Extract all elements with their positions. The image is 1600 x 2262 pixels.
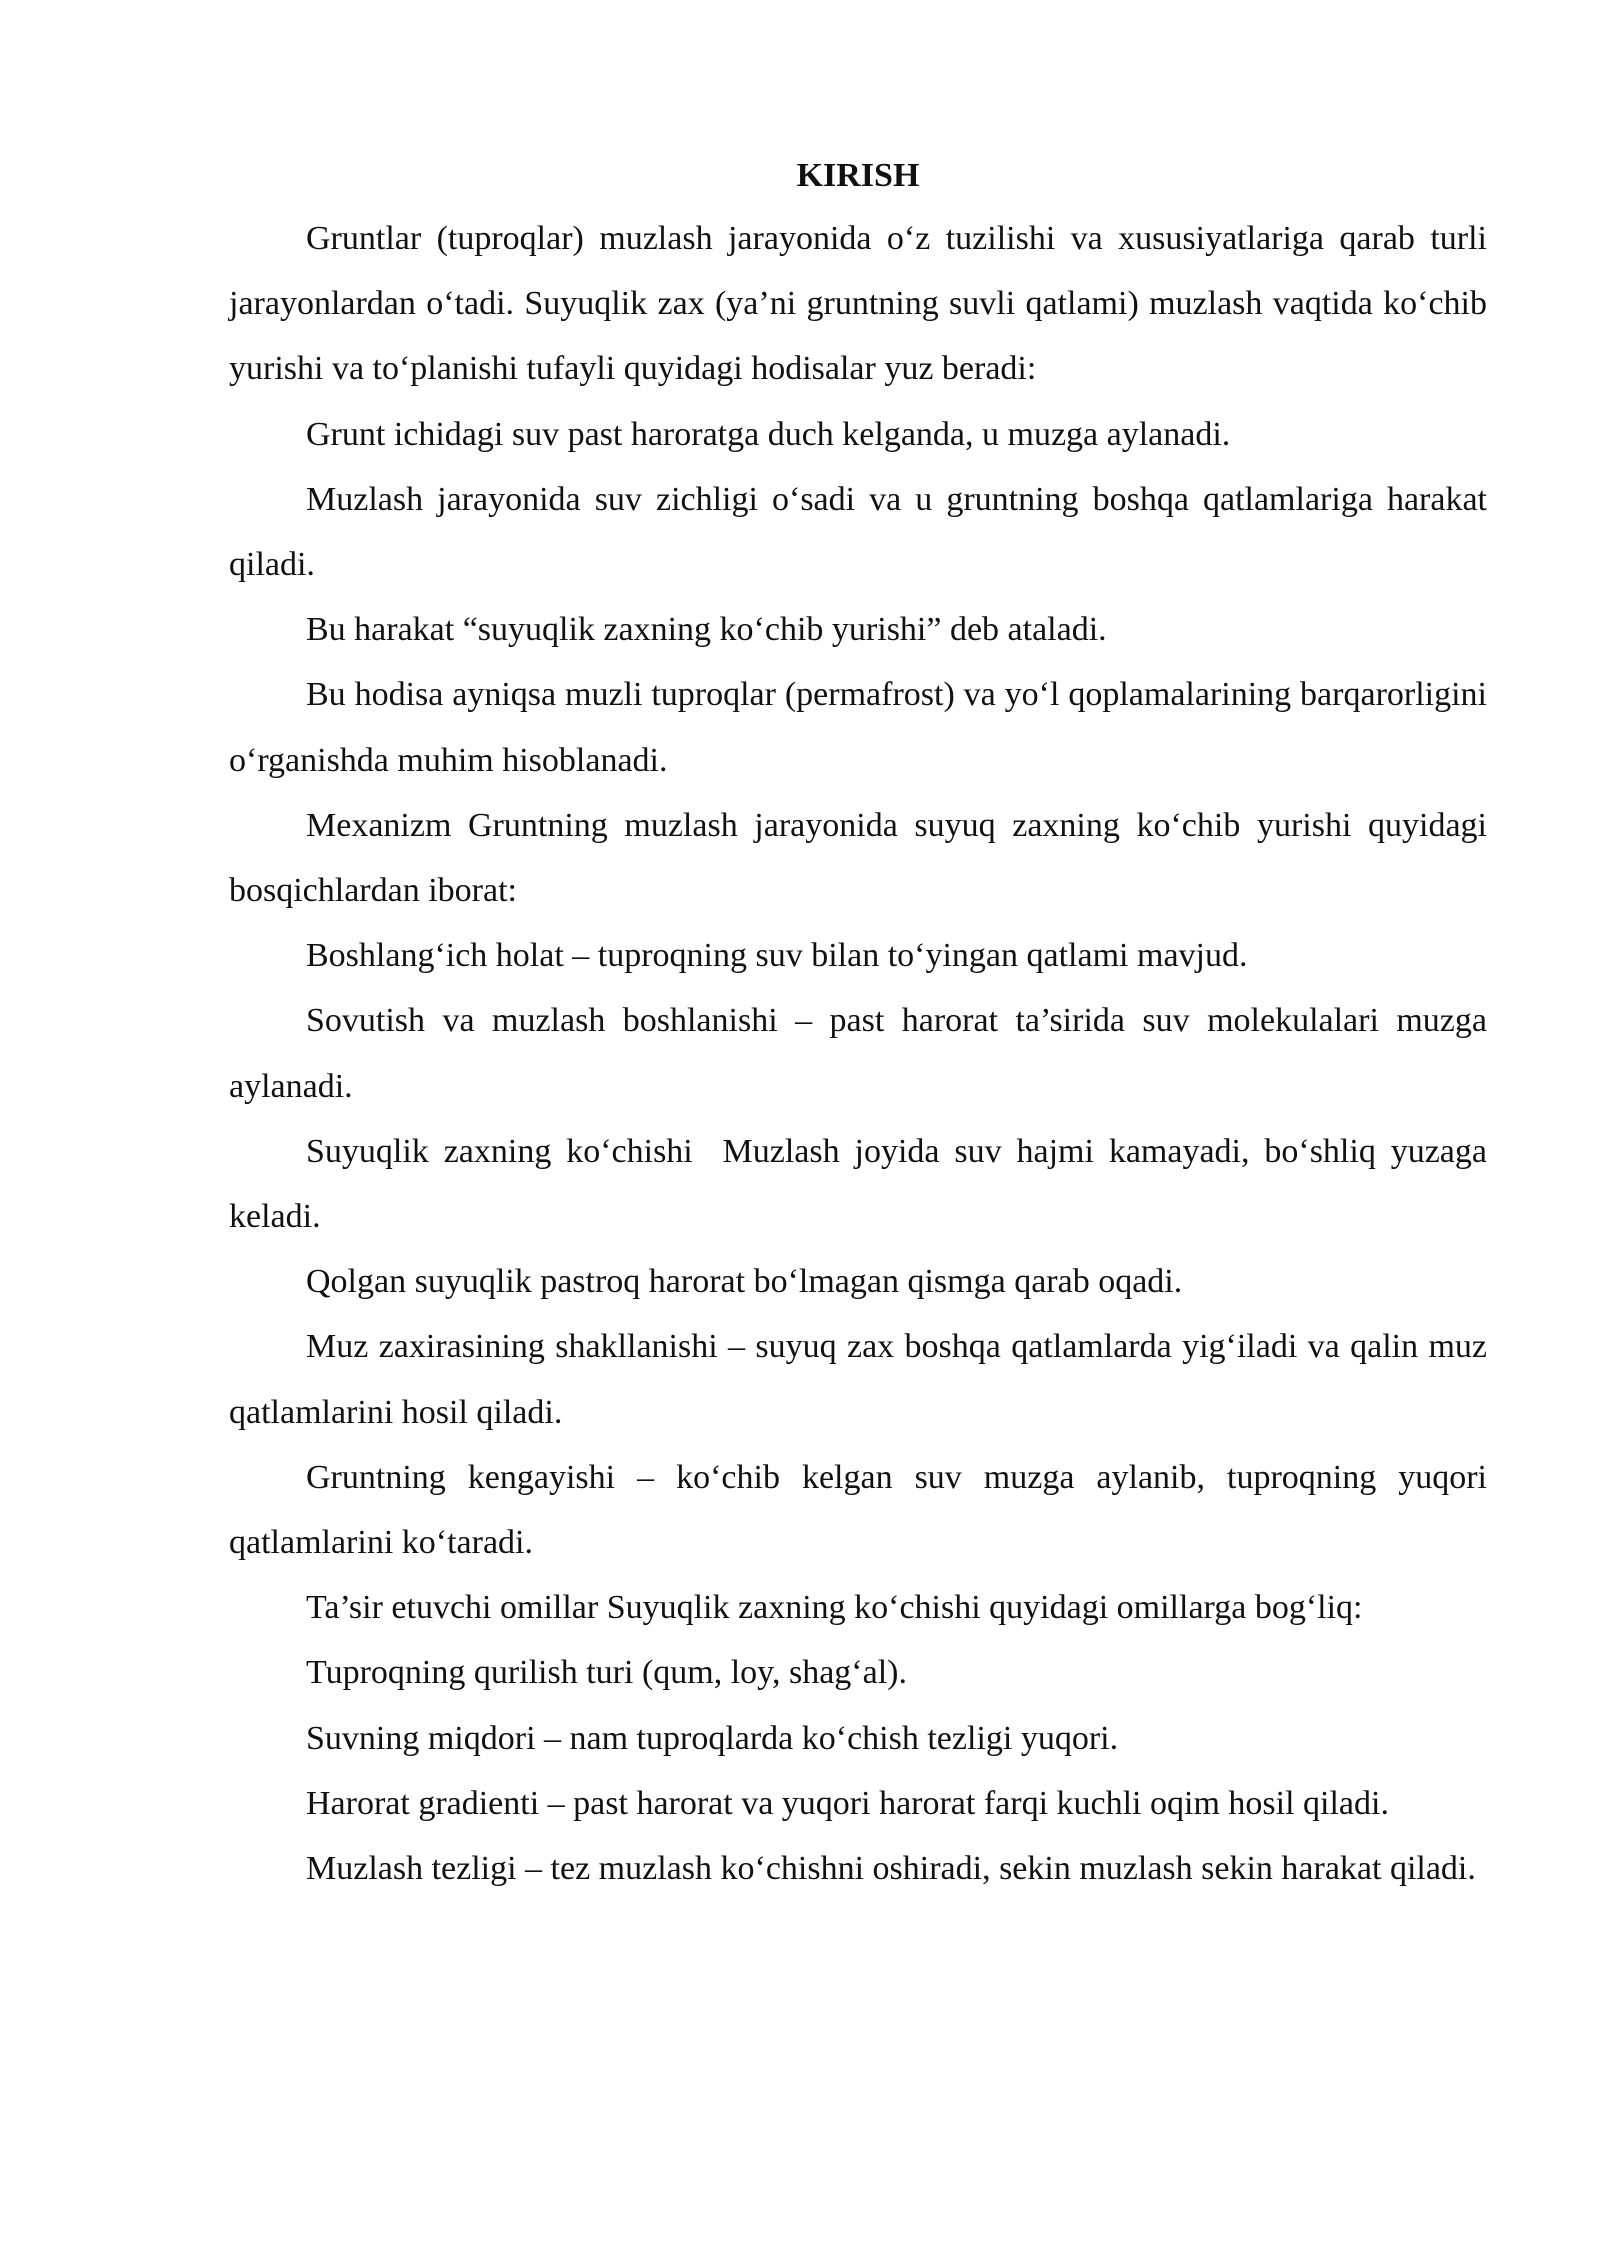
document-body: [229, 146, 1496, 1901]
paragraph: Bu hodisa ayniqsa muzli tuproqlar (permafrost) va yo‘l qoplamalarining barqarorligini o‘rganishda muhim hisoblanadi.: [229, 676, 1487, 779]
paragraph: Qolgan suyuqlik pastroq harorat bo‘lmagan qismga qarab oqadi.: [306, 1263, 1183, 1301]
paragraph: Grunt ichidagi suv past haroratga duch kelganda, u muzga aylanadi.: [306, 415, 1231, 453]
paragraph: Suyuqlik zaxning ko‘chishi Muzlash joyida suv hajmi kamayadi, bo‘shliq yuzaga keladi.: [229, 1132, 1496, 1236]
paragraph: Ta’sir etuvchi omillar Suyuqlik zaxning ko‘chishi quyidagi omillarga bog‘liq:: [306, 1589, 1363, 1627]
paragraph: Boshlang‘ich holat – tuproqning suv bilan to‘yingan qatlami mavjud.: [306, 937, 1248, 975]
paragraph: Bu harakat “suyuqlik zaxning ko‘chib yurishi” deb ataladi.: [306, 611, 1107, 649]
paragraph: Suvning miqdori – nam tuproqlarda ko‘chish tezligi yuqori.: [306, 1719, 1119, 1757]
paragraph: Muzlash tezligi – tez muzlash ko‘chishni oshiradi, sekin muzlash sekin harakat qiladi.: [306, 1850, 1476, 1888]
paragraph: Sovutish va muzlash boshlanishi – past harorat ta’sirida suv molekulalari muzga aylanadi.: [229, 1002, 1487, 1105]
paragraph: Muzlash jarayonida suv zichligi o‘sadi va u gruntning boshqa qatlamlariga harakat qiladi.: [229, 480, 1487, 584]
paragraph: Tuproqning qurilish turi (qum, loy, shag‘al).: [306, 1654, 907, 1692]
paragraph: Gruntlar (tuproqlar) muzlash jarayonida o‘z tuzilishi va xususiyatlariga qarab turli jarayonlardan o‘tadi. Suyuqlik zax (ya’ni gruntning suvli qatlami) muzlash vaqtida ko‘chib yurishi va to‘planishi tufayli quyidagi hodisalar yuz beradi:: [229, 220, 1487, 388]
page-title: KIRISH: [796, 157, 920, 194]
paragraph: Gruntning kengayishi – ko‘chib kelgan suv muzga aylanib, tuproqning yuqori qatlamlarini ko‘taradi.: [229, 1458, 1487, 1562]
paragraph: Muz zaxirasining shakllanishi – suyuq zax boshqa qatlamlarda yig‘iladi va qalin muz qatlamlarini hosil qiladi.: [229, 1328, 1487, 1431]
paragraph: Mexanizm Gruntning muzlash jarayonida suyuq zaxning ko‘chib yurishi quyidagi bosqichlardan iborat:: [229, 806, 1487, 910]
paragraph: Harorat gradienti – past harorat va yuqori harorat farqi kuchli oqim hosil qiladi.: [306, 1784, 1389, 1822]
